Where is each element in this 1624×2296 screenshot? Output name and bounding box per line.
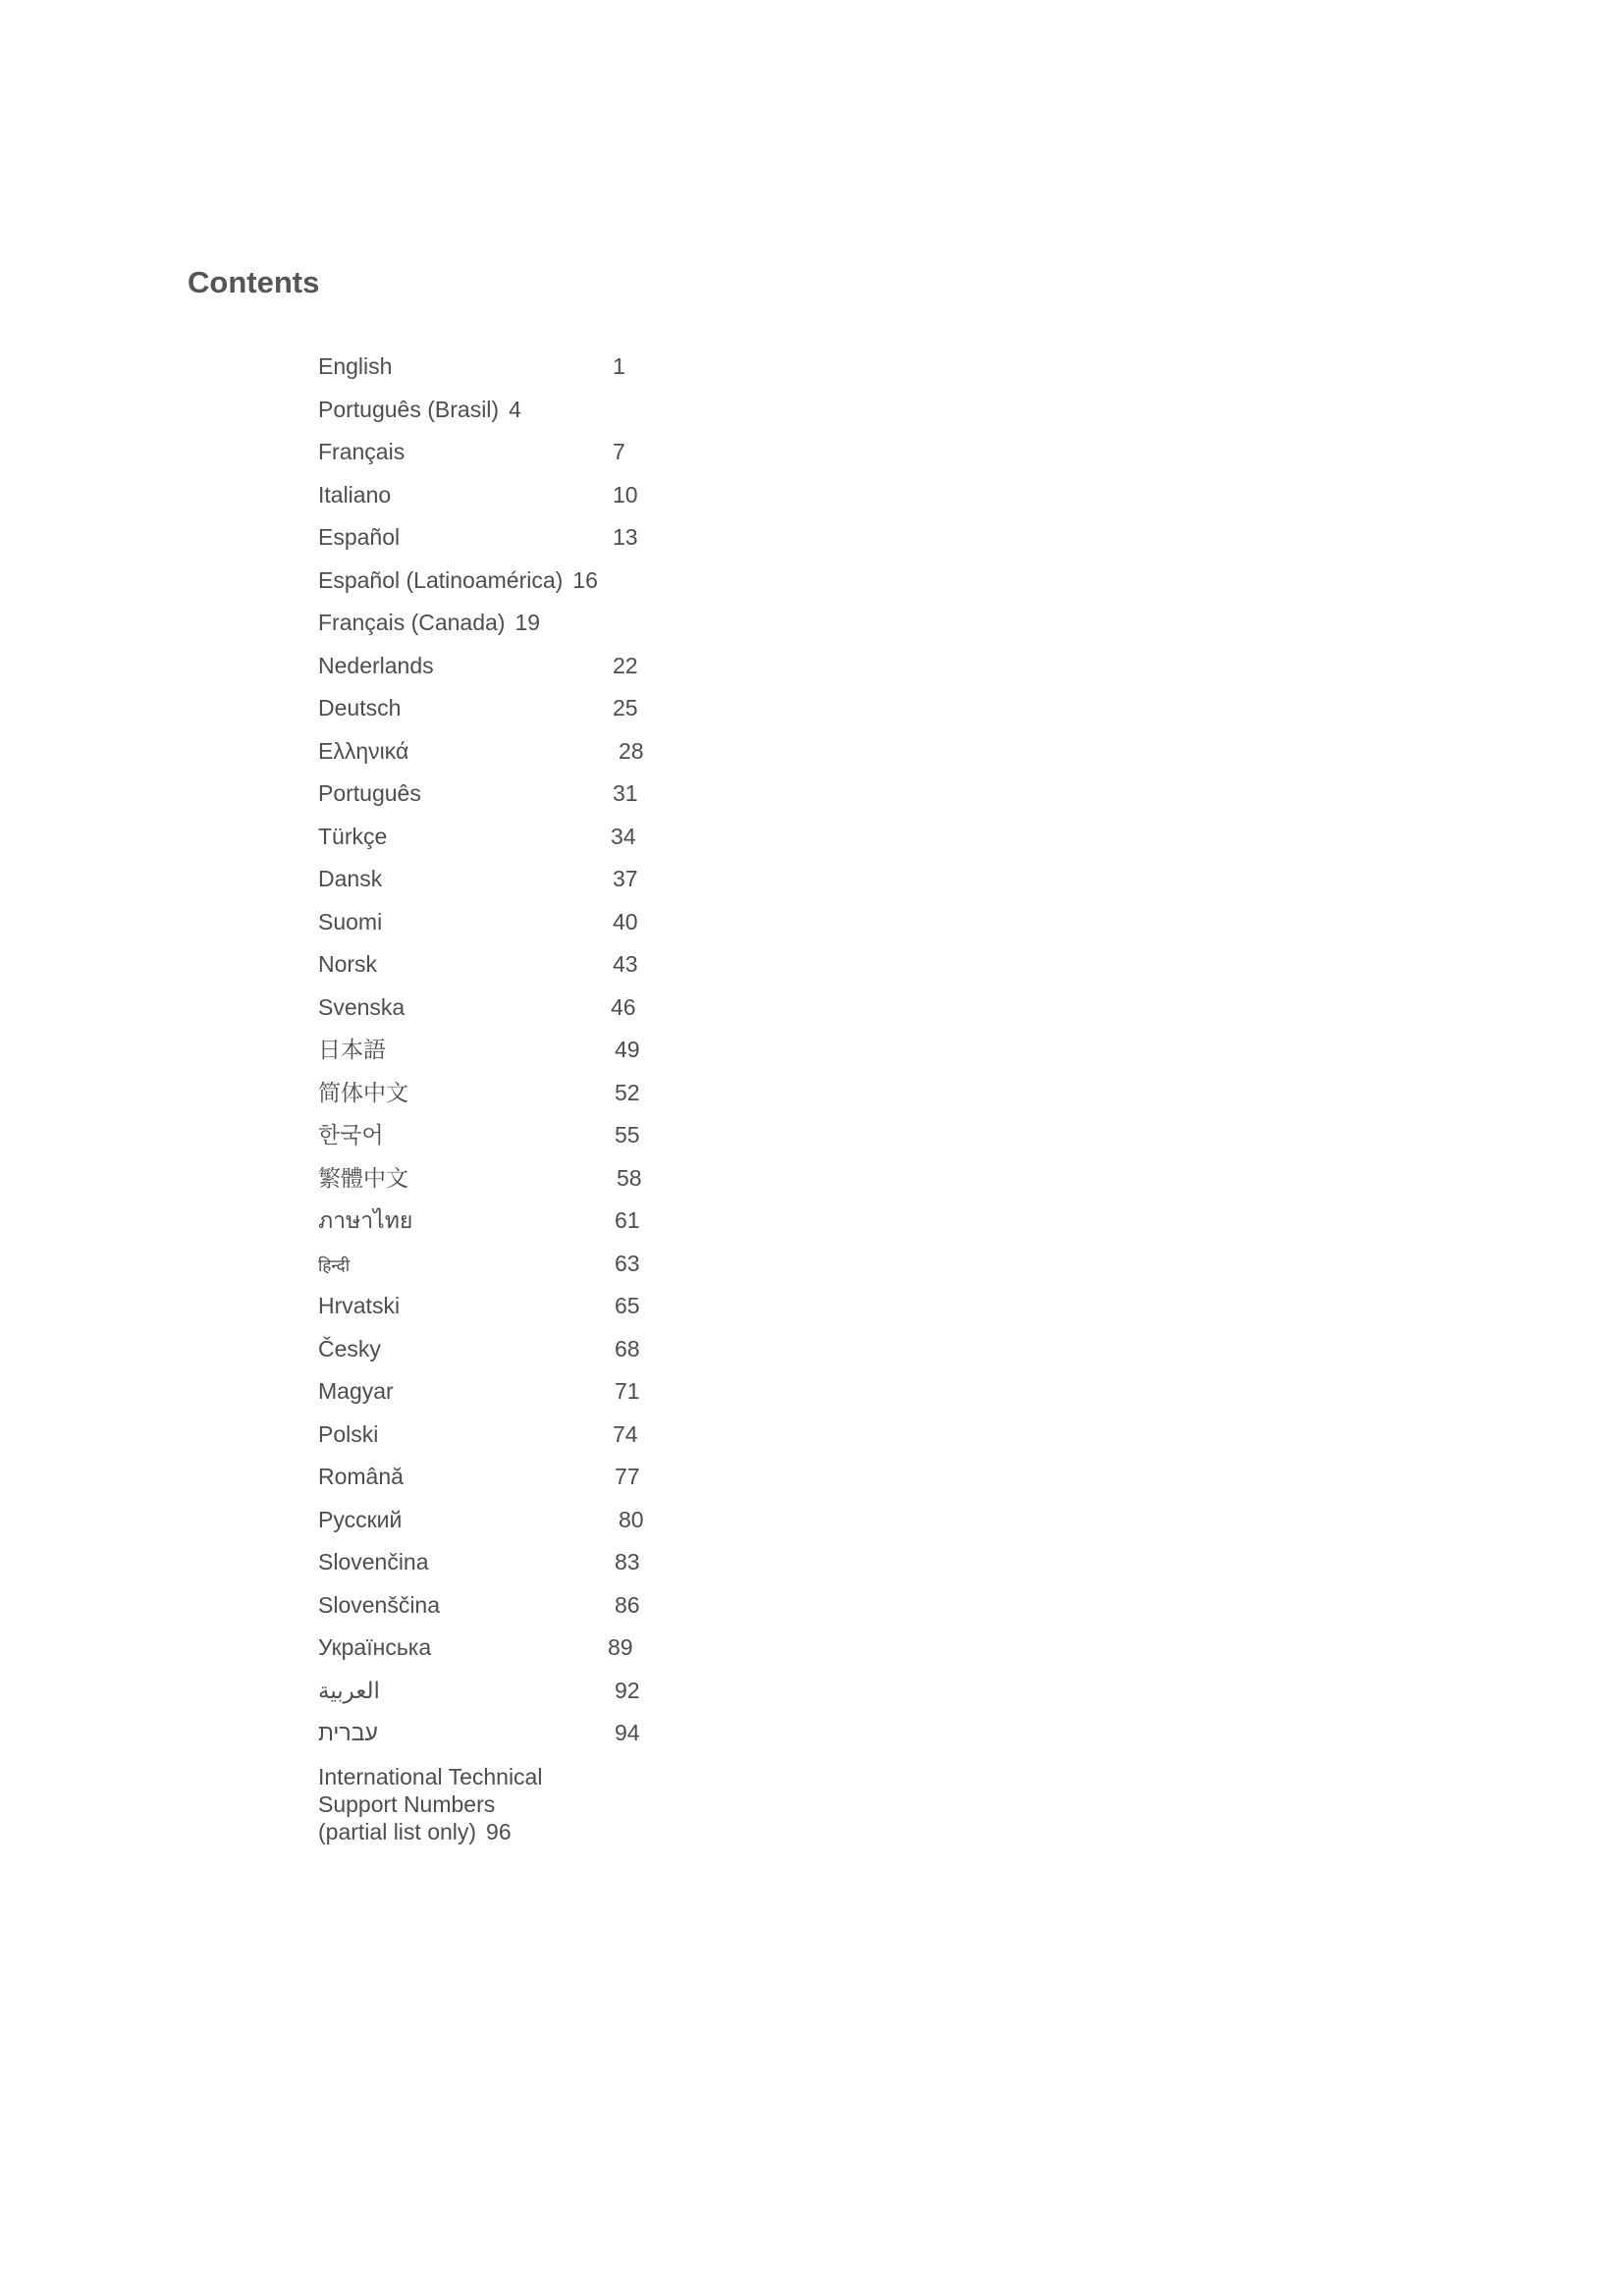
- toc-entry-label: Hrvatski: [318, 1293, 401, 1318]
- toc-entry-label: Português (Brasil): [318, 396, 500, 422]
- toc-entry[interactable]: [318, 858, 731, 901]
- toc-entry-page: 49: [615, 1037, 640, 1062]
- toc-entry[interactable]: [318, 1627, 731, 1670]
- toc-entry-page: 19: [514, 610, 541, 635]
- toc-entry-page: 68: [615, 1335, 640, 1362]
- toc-entry-page: 1: [613, 353, 625, 379]
- toc-entry[interactable]: [318, 560, 731, 603]
- toc-entry[interactable]: [318, 1499, 731, 1542]
- toc-entry[interactable]: [318, 1414, 731, 1457]
- toc-entry-page: 80: [619, 1506, 644, 1532]
- toc-entry-page: 55: [615, 1122, 640, 1148]
- toc-entry[interactable]: [318, 1328, 731, 1371]
- toc-entry-page: 65: [615, 1293, 640, 1318]
- toc-entry-page: 28: [619, 737, 644, 764]
- toc-entry[interactable]: [318, 901, 731, 944]
- toc-entry-label: Español: [318, 524, 401, 550]
- toc-entry-page: 16: [572, 566, 598, 593]
- toc-entry-label: Română: [318, 1464, 404, 1489]
- toc-entry-page: 52: [615, 1079, 640, 1105]
- toc-entry[interactable]: [318, 1370, 731, 1414]
- toc-entry-page: 4: [509, 396, 521, 422]
- toc-entry-label: Ελληνικά: [318, 737, 409, 764]
- toc-entry[interactable]: [318, 1072, 731, 1115]
- toc-entry-page: 94: [615, 1720, 640, 1745]
- toc-entry[interactable]: [318, 516, 731, 560]
- toc-entry-page: 71: [615, 1378, 640, 1404]
- toc-entry-label: Español (Latinoamérica): [318, 566, 564, 593]
- toc-entry-label: ภาษาไทย: [318, 1207, 413, 1233]
- toc-entry-label: Svenska: [318, 993, 406, 1020]
- toc-entry[interactable]: [318, 1114, 731, 1157]
- toc-entry-label: Türkçe: [318, 823, 388, 849]
- toc-entry[interactable]: [318, 1456, 731, 1499]
- toc-entry[interactable]: [318, 1712, 731, 1755]
- toc-entry-page: 92: [615, 1677, 640, 1703]
- toc-entry[interactable]: [318, 474, 731, 517]
- table-of-contents: [318, 346, 731, 1845]
- toc-entry-label: Slovenčina: [318, 1549, 429, 1575]
- toc-entry[interactable]: [318, 1670, 731, 1713]
- toc-entry-label: עברית: [318, 1720, 378, 1745]
- toc-entry[interactable]: [318, 1541, 731, 1584]
- toc-entry-page: 74: [613, 1420, 638, 1447]
- toc-entry[interactable]: [318, 943, 731, 987]
- toc-entry-page: 25: [613, 695, 638, 721]
- toc-entry-label: Português: [318, 780, 421, 806]
- toc-entry[interactable]: [318, 645, 731, 688]
- toc-entry-page: 58: [617, 1164, 642, 1191]
- toc-entry-label: Українська: [318, 1634, 432, 1660]
- toc-entry-label: Français (Canada): [318, 610, 506, 635]
- toc-entry-label: Slovenščina: [318, 1591, 441, 1618]
- toc-entry[interactable]: [318, 602, 731, 645]
- toc-entry[interactable]: [318, 1285, 731, 1328]
- toc-entry[interactable]: [318, 1584, 731, 1628]
- toc-entry-label: 简体中文: [318, 1079, 408, 1105]
- toc-entry-label: Dansk: [318, 866, 383, 891]
- toc-entry-page: 31: [613, 780, 638, 806]
- toc-entry[interactable]: [318, 730, 731, 774]
- toc-entry[interactable]: [318, 687, 731, 730]
- toc-entry-page: 43: [613, 951, 638, 977]
- toc-entry-label: 日本語: [318, 1037, 386, 1062]
- toc-entry-label: Polski: [318, 1420, 379, 1447]
- toc-entry[interactable]: [318, 389, 731, 432]
- toc-entry-label: Suomi: [318, 908, 383, 934]
- toc-entry-page: 63: [615, 1250, 640, 1276]
- toc-entry[interactable]: [318, 1200, 731, 1243]
- toc-entry-page: 86: [615, 1591, 640, 1618]
- toc-entry-page: 37: [613, 866, 638, 891]
- toc-entry-label: Русский: [318, 1506, 403, 1532]
- toc-entry-page: 96: [486, 1818, 512, 1844]
- toc-entry-label: Nederlands: [318, 652, 434, 678]
- toc-entry[interactable]: [318, 346, 731, 389]
- toc-entry-label: Français: [318, 439, 406, 464]
- toc-entry-page: 89: [608, 1634, 633, 1660]
- toc-entry-page: 46: [611, 993, 636, 1020]
- page-title: Contents: [188, 265, 320, 299]
- toc-entry-page: 7: [613, 439, 625, 464]
- toc-entry-page: 10: [613, 481, 638, 507]
- toc-entry[interactable]: [318, 1029, 731, 1072]
- toc-entry-page: 34: [611, 823, 636, 849]
- toc-entry-label: 한국어: [318, 1122, 384, 1148]
- toc-entry-label: Magyar: [318, 1378, 394, 1404]
- toc-entry-page: 83: [615, 1549, 640, 1575]
- toc-entry-page: 13: [613, 524, 638, 550]
- toc-entry[interactable]: [318, 1157, 731, 1201]
- toc-entry-label: International Technical Support Numbers (partial list only): [318, 1763, 543, 1844]
- toc-entry-page: 77: [615, 1464, 640, 1489]
- toc-entry-page: 22: [613, 652, 638, 678]
- toc-entry[interactable]: [318, 987, 731, 1030]
- toc-entry-support-numbers[interactable]: [318, 1755, 573, 1845]
- toc-entry-label: English: [318, 353, 393, 379]
- toc-entry-label: العربية: [318, 1677, 380, 1703]
- toc-entry-label: हिन्दी: [318, 1255, 351, 1275]
- toc-entry-label: Italiano: [318, 481, 392, 507]
- toc-entry-label: Norsk: [318, 951, 378, 977]
- toc-entry[interactable]: [318, 1243, 731, 1286]
- toc-entry-label: Česky: [318, 1335, 381, 1362]
- toc-entry-label: 繁體中文: [318, 1164, 408, 1191]
- toc-entry-page: 40: [613, 908, 638, 934]
- toc-entry-label: Deutsch: [318, 695, 402, 721]
- toc-entry[interactable]: [318, 816, 731, 859]
- toc-entry[interactable]: [318, 431, 731, 474]
- toc-entry[interactable]: [318, 773, 731, 816]
- toc-entry-page: 61: [615, 1207, 640, 1233]
